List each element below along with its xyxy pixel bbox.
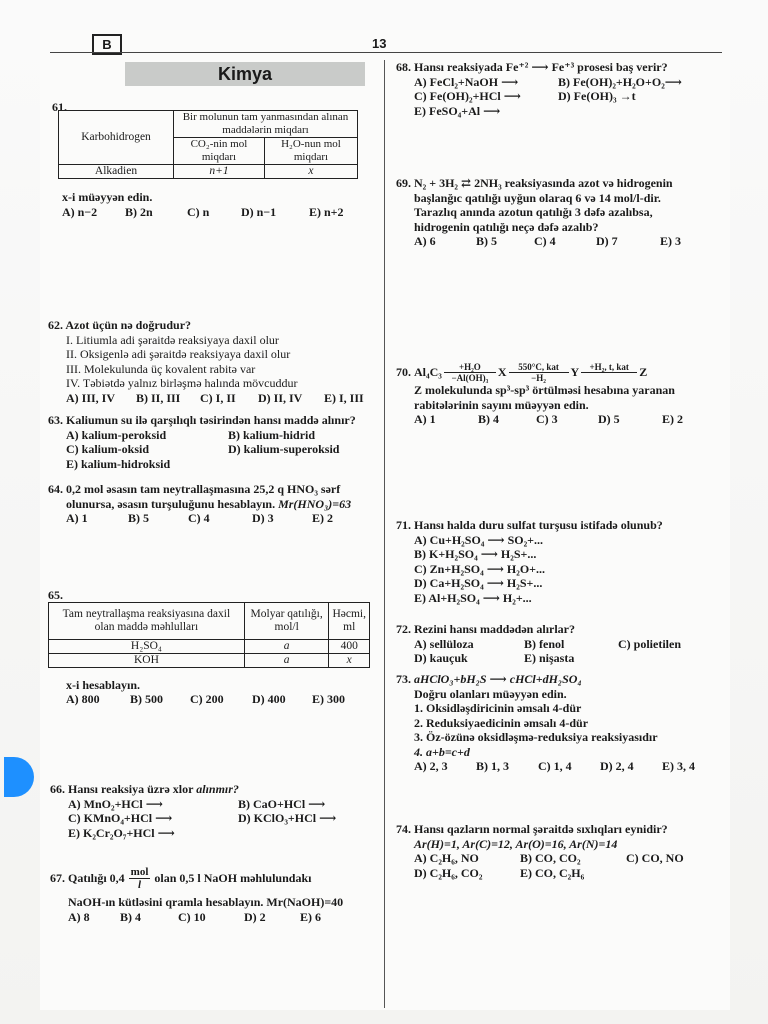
q68-option-a[interactable]: A) FeCl₂+NaOH ⟶ bbox=[414, 74, 519, 89]
q67-option-b[interactable]: B) 4 bbox=[120, 909, 141, 924]
q64-line-2: olunursa, əsasın turşuluğunu hesablayın. bbox=[66, 496, 276, 511]
q61-table bbox=[58, 110, 358, 179]
q65-cell-h2so4: H₂SO₄ bbox=[49, 640, 245, 654]
q70-number: 70. bbox=[396, 365, 411, 380]
q63-option-c[interactable]: C) kalium-oksid bbox=[66, 442, 150, 456]
page-number: 13 bbox=[372, 36, 387, 51]
q70-arrow-2-bot: −H₂ bbox=[531, 373, 546, 383]
q65-option-c[interactable]: C) 200 bbox=[190, 692, 224, 706]
q69-line-3: Tarazlıq anında azotun qatılığı 3 dəfə azalıbsa, bbox=[414, 205, 653, 219]
q68-block bbox=[396, 60, 726, 118]
q68-option-d[interactable]: D) Fe(OH)₃ →t bbox=[558, 89, 636, 103]
q74-option-b[interactable]: B) CO, CO₂ bbox=[520, 851, 581, 865]
q66-number: 66. bbox=[50, 782, 65, 796]
q71-option-a[interactable]: A) Cu+H₂SO₄ ⟶ SO₂+... bbox=[414, 532, 544, 547]
q73-option-b[interactable]: B) 1, 3 bbox=[476, 759, 509, 773]
q62-line-3: III. Molekulunda üç kovalent rabitə var bbox=[66, 361, 256, 376]
top-divider bbox=[50, 52, 722, 53]
q65-options bbox=[66, 692, 345, 707]
q70-arrow-1-bot: −Al(OH)₃ bbox=[451, 373, 489, 383]
q74-stem: Hansı qazların normal şəraitdə sıxlıqları eynidir? bbox=[414, 822, 668, 836]
q61-col-h2o: H₂O-nun mol miqdarı bbox=[264, 138, 357, 165]
q61-number: 61. bbox=[52, 100, 67, 114]
q62-line-1: I. Litiumla adi şəraitdə reaksiyaya daxil olur bbox=[66, 332, 279, 347]
q73-line-2: 2. Reduksiyaedicinin əmsalı 4-dür bbox=[414, 715, 589, 730]
q67-number: 67. bbox=[50, 871, 65, 886]
q65-option-d[interactable]: D) 400 bbox=[252, 692, 286, 706]
q67-frac-bot: l bbox=[138, 879, 142, 891]
q70-arrow-2 bbox=[509, 362, 569, 383]
q65-cell-koh: KOH bbox=[49, 654, 245, 668]
q67-pre: Qatılığı 0,4 bbox=[68, 871, 125, 886]
q63-option-e[interactable]: E) kalium-hidroksid bbox=[66, 456, 171, 471]
q65-cell-koh-conc: a bbox=[244, 654, 329, 668]
q71-option-c[interactable]: C) Zn+H₂SO₄ ⟶ H₂O+... bbox=[414, 561, 546, 576]
q71-option-e[interactable]: E) Al+H₂SO₄ ⟶ H₂+... bbox=[414, 590, 532, 605]
q73-line-4: 4. a+b=c+d bbox=[414, 744, 470, 759]
q71-number: 71. bbox=[396, 518, 411, 532]
q64-option-d[interactable]: D) 3 bbox=[252, 511, 274, 525]
q72-option-b[interactable]: B) fenol bbox=[524, 636, 565, 651]
q61-option-a[interactable]: A) n−2 bbox=[62, 205, 98, 219]
q61-text: x-i müəyyən edin. bbox=[62, 190, 153, 204]
q66-option-d[interactable]: D) KClO₃+HCl ⟶ bbox=[238, 811, 337, 825]
q67-block bbox=[50, 866, 380, 924]
q72-option-a[interactable]: A) sellüloza bbox=[414, 636, 474, 651]
q63-option-a[interactable]: A) kalium-peroksid bbox=[66, 427, 167, 442]
q62-option-b[interactable]: B) II, III bbox=[136, 390, 181, 405]
q73-line-3: 3. Öz-özünə oksidləşmə-reduksiya reaksiyasıdır bbox=[414, 730, 658, 744]
q74-option-e[interactable]: E) CO, C₂H₆ bbox=[520, 865, 585, 880]
q63-option-b[interactable]: B) kalium-hidrid bbox=[228, 427, 316, 442]
q63-number: 63. bbox=[48, 413, 63, 427]
q73-line-1: 1. Oksidləşdiricinin əmsalı 4-dür bbox=[414, 701, 582, 715]
q67-line-2: NaOH-ın kütləsini qramla hesablayın. Mr(NaOH)=40 bbox=[68, 895, 344, 909]
q73-option-a[interactable]: A) 2, 3 bbox=[414, 759, 448, 773]
q71-option-d[interactable]: D) Ca+H₂SO₄ ⟶ H₂S+... bbox=[414, 576, 543, 590]
q65-table bbox=[48, 602, 370, 668]
q67-option-e[interactable]: E) 6 bbox=[300, 909, 321, 924]
q70-start: Al₄C₃ bbox=[414, 365, 442, 380]
q70-z: Z bbox=[639, 365, 648, 380]
q65-option-e[interactable]: E) 300 bbox=[312, 692, 345, 706]
column-divider bbox=[384, 60, 385, 1008]
q69-line-4: hidrogenin qatılığı neçə dəfə azalıb? bbox=[414, 219, 599, 234]
q62-block bbox=[48, 318, 378, 405]
q73-option-d[interactable]: D) 2, 4 bbox=[600, 759, 634, 773]
q73-equation: aHClO₃+bH₂S ⟶ cHCl+dH₂SO₄ bbox=[414, 672, 582, 686]
q70-arrow-2-top: 550°C, kat bbox=[518, 362, 559, 372]
q62-option-a[interactable]: A) III, IV bbox=[66, 390, 116, 405]
q70-option-e[interactable]: E) 2 bbox=[662, 412, 683, 426]
q74-number: 74. bbox=[396, 822, 411, 836]
q65-option-a[interactable]: A) 800 bbox=[66, 692, 100, 706]
q69-option-c[interactable]: C) 4 bbox=[534, 234, 556, 248]
bookmark-tab-icon[interactable] bbox=[4, 757, 34, 797]
q62-stem: Azot üçün nə doğrudur? bbox=[65, 318, 192, 332]
q73-stem: Doğru olanları müəyyən edin. bbox=[414, 686, 567, 701]
q70-line-2: rabitələrinin sayını müəyyən edin. bbox=[414, 397, 589, 412]
q65-option-b[interactable]: B) 500 bbox=[130, 692, 163, 706]
q66-option-b[interactable]: B) CaO+HCl ⟶ bbox=[238, 796, 326, 811]
q62-line-2: II. Oksigenlə adi şəraitdə reaksiyaya daxil olur bbox=[66, 347, 291, 361]
q65-col-molarity: Molyar qatılığı, mol/l bbox=[244, 603, 329, 640]
q70-arrow-3 bbox=[581, 362, 637, 383]
q63-stem: Kaliumun su ilə qarşılıqlı təsirindən hansı maddə alınır? bbox=[66, 413, 356, 427]
q64-option-a[interactable]: A) 1 bbox=[66, 511, 88, 525]
q66-stem-emphasis: alınmır? bbox=[196, 782, 239, 796]
q74-option-c[interactable]: C) CO, NO bbox=[626, 851, 684, 865]
q70-arrow-3-top: +H₂, t, kat bbox=[589, 362, 629, 372]
q72-option-d[interactable]: D) kauçuk bbox=[414, 651, 468, 665]
q73-number: 73. bbox=[396, 672, 411, 686]
q61-col-combustion: Bir molunun tam yanmasından alınan maddələrin miqdarı bbox=[174, 111, 358, 138]
q73-option-c[interactable]: C) 1, 4 bbox=[538, 759, 572, 773]
q72-stem: Rezini hansı maddədən alırlar? bbox=[414, 622, 576, 636]
q61-option-e[interactable]: E) n+2 bbox=[309, 205, 344, 219]
q72-option-c[interactable]: C) polietilen bbox=[618, 636, 681, 651]
variant-box: B bbox=[92, 34, 122, 55]
q71-option-b[interactable]: B) K+H₂SO₄ ⟶ H₂S+... bbox=[414, 547, 537, 561]
q70-arrow-1-top: +H₂O bbox=[458, 362, 481, 372]
q64-number: 64. bbox=[48, 482, 63, 496]
q68-option-b[interactable]: B) Fe(OH)₂+H₂O+O₂⟶ bbox=[558, 74, 682, 89]
q67-option-c[interactable]: C) 10 bbox=[178, 909, 206, 924]
q70-x: X bbox=[497, 365, 507, 380]
q65-cell-h2so4-conc: a bbox=[244, 640, 329, 654]
q68-stem: Hansı reaksiyada Fe⁺² ⟶ Fe⁺³ prosesi baş verir? bbox=[414, 60, 668, 74]
q69-option-d[interactable]: D) 7 bbox=[596, 234, 618, 248]
q72-number: 72. bbox=[396, 622, 411, 636]
q65-number: 65. bbox=[48, 588, 63, 602]
q68-option-c[interactable]: C) Fe(OH)₂+HCl ⟶ bbox=[414, 89, 521, 103]
q69-option-b[interactable]: B) 5 bbox=[476, 234, 497, 248]
q74-option-a[interactable]: A) C₂H₆, NO bbox=[414, 851, 479, 865]
q66-option-c[interactable]: C) KMnO₄+HCl ⟶ bbox=[68, 811, 173, 825]
q69-line-1: N₂ + 3H₂ ⇄ 2NH₃ reaksiyasında azot və hidrogenin bbox=[414, 176, 673, 190]
q66-block bbox=[50, 782, 380, 840]
q65-text: x-i hesablayın. bbox=[66, 678, 141, 692]
q65-cell-koh-vol: x bbox=[329, 654, 370, 668]
q61-cell-alkadien: Alkadien bbox=[59, 165, 174, 179]
q63-option-d[interactable]: D) kalium-superoksid bbox=[228, 442, 340, 456]
q65-col-volume: Həcmi, ml bbox=[329, 603, 370, 640]
q64-molar-mass: Mr(HNO₃)=63 bbox=[278, 496, 352, 511]
q61-cell-h2o: x bbox=[264, 165, 357, 179]
q66-option-a[interactable]: A) MnO₂+HCl ⟶ bbox=[68, 796, 163, 811]
q61-col-co2: CO₂-nin mol miqdarı bbox=[174, 138, 265, 165]
q72-option-e[interactable]: E) nişasta bbox=[524, 651, 575, 665]
q73-block bbox=[396, 672, 726, 774]
q61-options bbox=[62, 205, 344, 220]
q70-option-d[interactable]: D) 5 bbox=[598, 412, 620, 426]
q69-block bbox=[396, 176, 726, 249]
q69-line-2: başlanğıc qatılığı uyğun olaraq 6 və 14 mol/l-dir. bbox=[414, 190, 661, 205]
q66-option-e[interactable]: E) K₂Cr₂O₇+HCl ⟶ bbox=[68, 825, 175, 840]
q68-option-e[interactable]: E) FeSO₄+Al ⟶ bbox=[414, 103, 501, 118]
q68-number: 68. bbox=[396, 60, 411, 74]
q62-number: 62. bbox=[48, 318, 63, 332]
q74-option-d[interactable]: D) C₂H₆, CO₂ bbox=[414, 865, 483, 880]
q70-block bbox=[396, 362, 726, 427]
q64-option-e[interactable]: E) 2 bbox=[312, 511, 333, 525]
q70-arrow-1 bbox=[444, 362, 496, 383]
q64-option-c[interactable]: C) 4 bbox=[188, 511, 210, 525]
q62-option-c[interactable]: C) I, II bbox=[200, 390, 236, 405]
q70-option-a[interactable]: A) 1 bbox=[414, 412, 436, 426]
q72-block bbox=[396, 622, 726, 666]
q70-line-1: Z molekulunda sp³-sp³ örtülməsi hesabına yaranan bbox=[414, 383, 675, 397]
q65-col-solutions: Tam neytrallaşma reaksiyasına daxil olan maddə məhlulları bbox=[49, 603, 245, 640]
q65-cell-h2so4-vol: 400 bbox=[329, 640, 370, 654]
q61-option-d[interactable]: D) n−1 bbox=[241, 205, 277, 219]
q70-option-b[interactable]: B) 4 bbox=[478, 412, 499, 426]
q73-option-e[interactable]: E) 3, 4 bbox=[662, 759, 695, 773]
q69-number: 69. bbox=[396, 176, 411, 190]
q64-option-b[interactable]: B) 5 bbox=[128, 511, 149, 525]
q70-chain bbox=[396, 362, 726, 383]
q67-fraction bbox=[129, 866, 151, 891]
q67-post: olan 0,5 l NaOH məhlulundakı bbox=[154, 871, 312, 886]
q74-block bbox=[396, 822, 726, 880]
q61-cell-co2: n+1 bbox=[174, 165, 265, 179]
q64-block bbox=[48, 482, 378, 526]
q61-col-hydrocarbon: Karbohidrogen bbox=[59, 111, 174, 165]
q62-option-d[interactable]: D) II, IV bbox=[258, 390, 303, 405]
q69-option-e[interactable]: E) 3 bbox=[660, 234, 681, 248]
q67-frac-top: mol bbox=[130, 866, 149, 878]
q67-option-d[interactable]: D) 2 bbox=[244, 909, 266, 924]
subject-banner: Kimya bbox=[125, 62, 365, 86]
q71-block bbox=[396, 518, 726, 605]
q71-stem: Hansı halda duru sulfat turşusu istifadə olunub? bbox=[414, 518, 663, 532]
q64-line-1: 0,2 mol əsasın tam neytrallaşmasına 25,2 q HNO₃ sərf bbox=[66, 482, 341, 496]
q70-option-c[interactable]: C) 3 bbox=[536, 412, 558, 426]
q61-option-c[interactable]: C) n bbox=[187, 205, 210, 219]
q62-line-4: IV. Təbiətdə yalnız birləşmə halında mövcuddur bbox=[66, 376, 298, 390]
q69-option-a[interactable]: A) 6 bbox=[414, 234, 436, 248]
q66-stem: Hansı reaksiya üzrə xlor bbox=[68, 782, 194, 796]
q61-option-b[interactable]: B) 2n bbox=[125, 205, 153, 219]
q74-data: Ar(H)=1, Ar(C)=12, Ar(O)=16, Ar(N)=14 bbox=[414, 836, 618, 851]
q63-block bbox=[48, 413, 378, 471]
q62-option-e[interactable]: E) I, III bbox=[324, 390, 364, 405]
q70-y: Y bbox=[570, 365, 580, 380]
q67-option-a[interactable]: A) 8 bbox=[68, 909, 90, 924]
